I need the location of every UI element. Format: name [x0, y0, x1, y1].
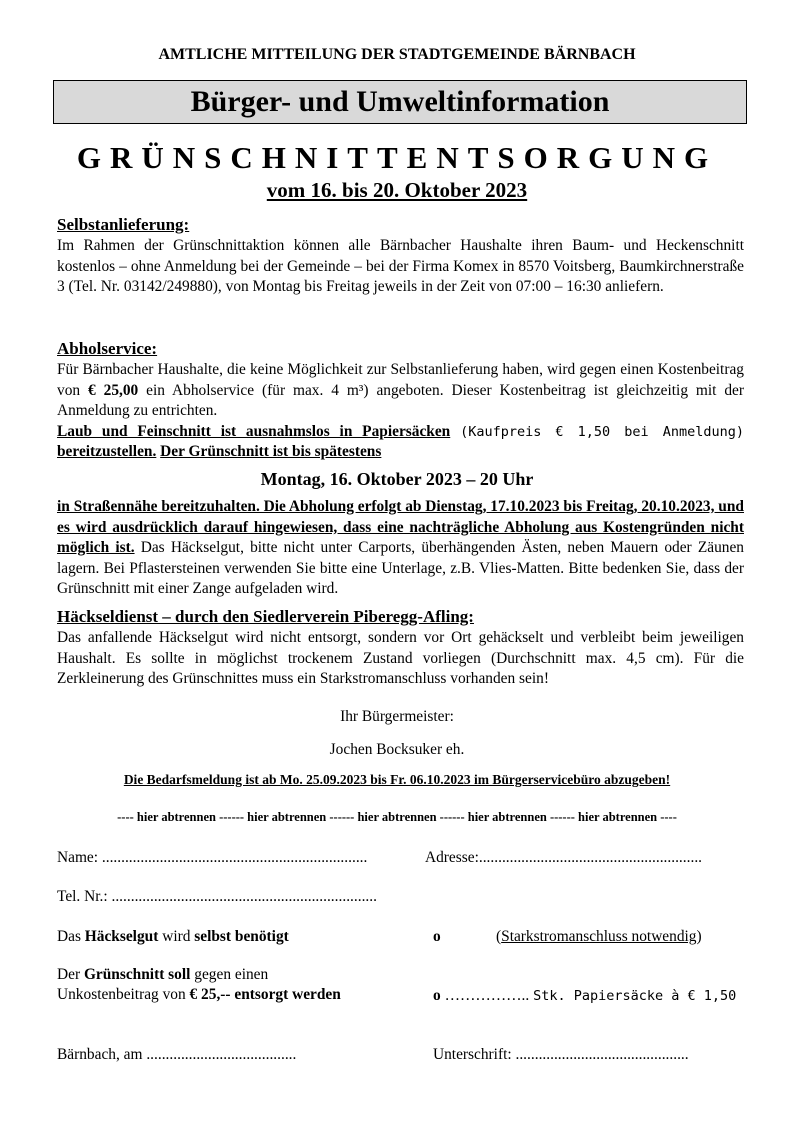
pickup-section [57, 338, 744, 463]
mayor-label: Ihr Bürgermeister: [340, 708, 454, 725]
pickup-text-3: Das Häckselgut, bitte nicht unter Carports, überhängenden Ästen, neben Mauern oder Zäunen lagern. Bei Pflastersteinen verwenden Sie bitte eine Unterlage, z.B. Vlies-Matten. Bitte bedenken Sie, dass der Grünschnitt mit einer Zange aufgeladen wird. [57, 539, 744, 598]
cut-line: ---- hier abtrennen ------ hier abtrennen ------ hier abtrennen ------ hier abtrennen ------ hier abtrennen ---- [117, 810, 677, 824]
power-note: Starkstromanschluss notwendig [501, 928, 697, 945]
option2-text-d: Unkostenbeitrag von [57, 986, 186, 1003]
bag-count-note: Stk. Papiersäcke à € 1,50 [533, 988, 737, 1004]
option2-text-c: gegen einen [194, 966, 269, 983]
document-header: AMTLICHE MITTEILUNG DER STADTGEMEINDE BÄRNBACH [158, 46, 636, 63]
address-field[interactable]: Adresse:.......................................................... [425, 849, 703, 866]
option1-text-a: Das [57, 928, 81, 945]
pickup-bold-1: Laub und Feinschnitt ist ausnahmslos in Papiersäcken [57, 422, 451, 440]
pickup-bold-3: Der Grünschnitt ist bis spätestens [160, 443, 382, 461]
option2-choice [433, 986, 753, 1006]
pickup-paragraph [57, 360, 744, 422]
bag-count-field[interactable]: …………….. [444, 987, 534, 1004]
pickup-bold-2: bereitzustellen. [57, 443, 157, 461]
option2-text-b: Grünschnitt soll [83, 966, 191, 983]
option1-note [496, 927, 756, 947]
option1-text-d: selbst benötigt [194, 928, 289, 945]
option2-text-e: € 25,-- entsorgt werden [189, 986, 341, 1003]
pickup-bags-paragraph [57, 422, 744, 463]
address-field-row [425, 848, 755, 868]
option2-line-1 [57, 965, 757, 985]
option2-checkbox[interactable]: o [433, 987, 441, 1004]
shredding-text: Das anfallende Häckselgut wird nicht entsorgt, sondern vor Ort gehäckselt und verbleibt beim jeweiligen Haushalt. Es sollte in möglichst trockenem Zustand vorliegen (Durchschnitt max. 4,5 cm). Für die Zerkleinerung des Grünschnittes muss ein Starkstromanschluss vorhanden sein! [57, 629, 744, 688]
name-field[interactable]: Name: ..................................................................... [57, 849, 368, 866]
bag-price-note: (Kaufpreis € 1,50 bei Anmeldung) [460, 423, 744, 440]
pickup-text-1: Für Bärnbacher Haushalte, die keine Möglichkeit zur Selbstanlieferung haben, wird gegen einen Kostenbeitrag von [57, 361, 744, 399]
self-delivery-section [57, 214, 744, 298]
pickup-details [57, 497, 744, 600]
pickup-deadline: Montag, 16. Oktober 2023 – 20 Uhr [260, 469, 534, 489]
pickup-text-2: ein Abholservice (für max. 4 m³) angeboten. Dieser Kostenbeitrag ist gleichzeitig mit der Anmeldung zu entrichten. [57, 381, 744, 420]
shredding-section [57, 606, 744, 690]
pickup-bold-4: in Straßennähe bereitzuhalten. Die Abholung erfolgt ab Dienstag, 17.10.2023 bis Freitag, 20.10.2023, und es wird ausdrücklich darauf hingewiesen, dass eine nachträgliche Abholung aus Kostengründen nicht möglich ist. [57, 498, 744, 557]
phone-field[interactable]: Tel. Nr.: ..................................................................... [57, 888, 377, 905]
page-title: Bürger- und Umweltinformation [53, 80, 747, 124]
option2-text-a: Der [57, 966, 81, 983]
place-date-field[interactable]: Bärnbach, am ....................................... [57, 1046, 297, 1063]
option1-text-b: Häckselgut [84, 928, 159, 945]
option1-text-c: wird [162, 928, 191, 945]
phone-field-row [57, 887, 757, 907]
submission-notice: Die Bedarfsmeldung ist ab Mo. 25.09.2023 bis Fr. 06.10.2023 im Bürgerservicebüro abzugeben! [123, 772, 671, 787]
signature-field[interactable]: Unterschrift: ............................................. [433, 1046, 689, 1063]
pickup-heading: Abholservice: [57, 339, 158, 358]
pickup-price: € 25,00 [88, 381, 139, 399]
shredding-heading: Häckseldienst – durch den Siedlerverein Piberegg-Afling: [57, 607, 474, 626]
mayor-name: Jochen Bocksuker eh. [329, 741, 465, 758]
self-delivery-text: Im Rahmen der Grünschnittaktion können alle Bärnbacher Haushalte ihren Baum- und Heckenschnitt kostenlos – ohne Anmeldung bei der Gemeinde – bei der Firma Komex in 8570 Voitsberg, Baumkirchnerstraße 3 (Tel. Nr. 03142/249880), von Montag bis Freitag jeweils in der Zeit von 07:00 – 16:30 anliefern. [57, 237, 744, 296]
self-delivery-heading: Selbstanlieferung: [57, 215, 190, 234]
signature-row [433, 1045, 753, 1065]
date-range: vom 16. bis 20. Oktober 2023 [266, 178, 528, 202]
option1-note-close: ) [696, 928, 702, 945]
headline: GRÜNSCHNITTENTSORGUNG [76, 140, 718, 175]
option1-checkbox[interactable]: o [433, 928, 441, 945]
option1-note-open: ( [496, 928, 502, 945]
